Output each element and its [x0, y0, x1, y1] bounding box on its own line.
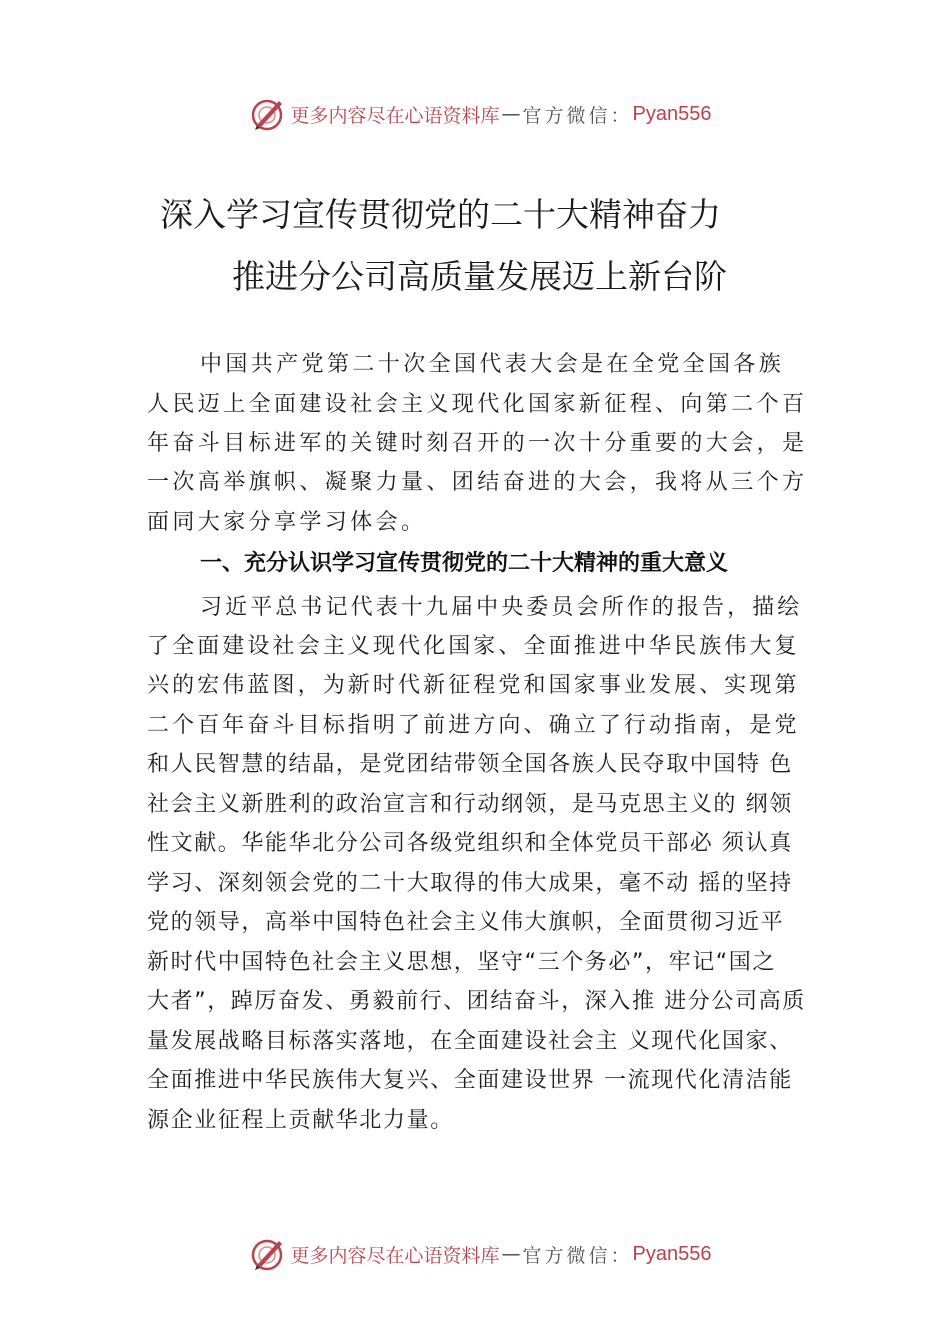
intro-line: 人民迈上全面建设社会主义现代化国家新征程、向第二个百 [147, 392, 808, 417]
banner-wechat-label: 官方微信： [522, 104, 633, 127]
pen-logo-icon [249, 1235, 287, 1273]
body-line: 了全面建设社会主义现代化国家、全面推进中华民族伟大复 [147, 634, 800, 659]
body-line: 党的领导，高举中国特色社会主义伟大旗帜，全面贯彻习近平 [147, 910, 785, 935]
body-line: 社会主义新胜利的政治宣言和行动纲领，是马克思主义的 纲领 [147, 792, 793, 817]
body-line: 和人民智慧的结晶，是党团结带领全国各族人民夺取中国特 色 [147, 752, 793, 777]
intro-line: 一次高举旗帜、凝聚力量、团结奋进的大会，我将从三个方 [147, 470, 808, 495]
banner-text: 更多内容尽在心语资料库 [290, 1244, 500, 1267]
footer-banner [0, 1234, 950, 1274]
body-line: 全面推进中华民族伟大复兴、全面建设世界 一流现代化清洁能 [147, 1068, 793, 1093]
body-line: 源企业征程上贡献华北力量。 [147, 1108, 454, 1133]
body-line: 兴的宏伟蓝图，为新时代新征程党和国家事业发展、实现第 [147, 673, 800, 698]
banner-wechat-id: Pyan556 [632, 102, 712, 125]
body-line: 量发展战略目标落实落地，在全面建设社会主 义现代化国家、 [147, 1029, 793, 1054]
section-heading: 一、充分认识学习宣传贯彻党的二十大精神的重大意义 [200, 551, 729, 576]
document-title-line-2: 推进分公司高质量发展迈上新台阶 [232, 257, 727, 296]
banner-dash: — [501, 1243, 521, 1265]
intro-line: 面同大家分享学习体会。 [147, 510, 427, 535]
banner-dash: — [501, 103, 521, 125]
body-line: 二个百年奋斗目标指明了前进方向、确立了行动指南，是党 [147, 713, 800, 738]
document-title-line-1: 深入学习宣传贯彻党的二十大精神奋力 [160, 195, 721, 234]
intro-line: 中国共产党第二十次全国代表大会是在全党全国各族 [200, 352, 785, 377]
body-line: 习近平总书记代表十九届中央委员会所作的报告，描绘 [200, 595, 803, 620]
body-line: 大者”，踔厉奋发、勇毅前行、团结奋斗，深入推 进分公司高质 [147, 989, 806, 1014]
body-line: 性文献。华能华北分公司各级党组织和全体党员干部必 须认真 [147, 831, 793, 856]
banner-wechat-label: 官方微信： [522, 1244, 633, 1267]
header-banner [0, 94, 950, 134]
pen-logo-icon [249, 95, 287, 133]
intro-line: 年奋斗目标进军的关键时刻召开的一次十分重要的大会，是 [147, 431, 808, 456]
body-line: 新时代中国特色社会主义思想，坚守“三个务必”，牢记“国之 [147, 950, 776, 975]
body-line: 学习、深刻领会党的二十大取得的伟大成果，毫不动 摇的坚持 [147, 871, 793, 896]
banner-text: 更多内容尽在心语资料库 [290, 104, 500, 127]
banner-wechat-id: Pyan556 [632, 1242, 712, 1265]
